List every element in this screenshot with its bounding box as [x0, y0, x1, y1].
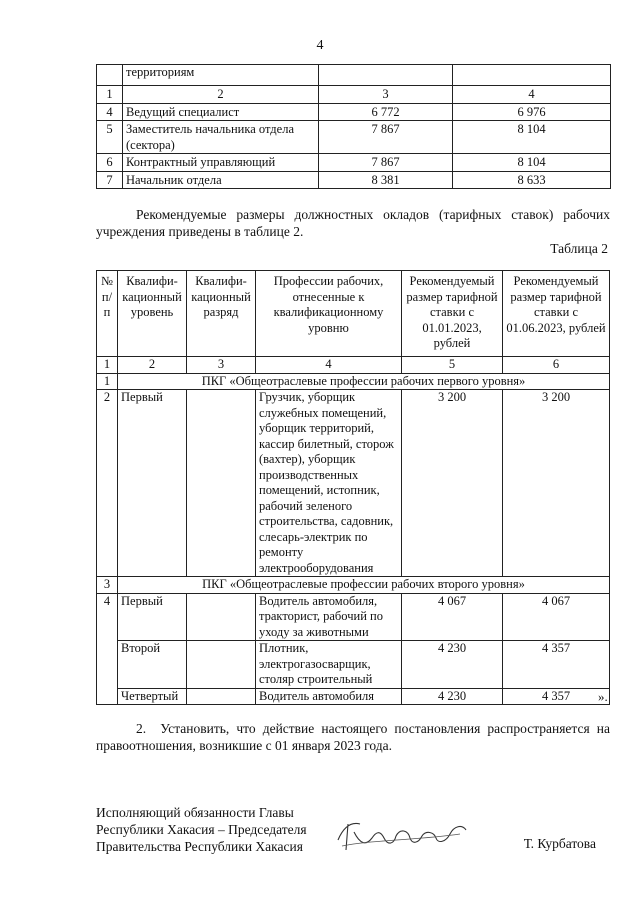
signatory-line: Правительства Республики Хакасия — [96, 839, 303, 854]
qual-grade — [187, 688, 256, 705]
qual-grade — [187, 593, 256, 641]
salary-value: 6 976 — [453, 103, 611, 121]
cell-empty — [319, 65, 453, 86]
col-number: 4 — [453, 86, 611, 104]
table-row — [97, 103, 611, 121]
group-row — [97, 577, 610, 594]
col-number: 1 — [97, 357, 118, 374]
handwritten-signature-icon — [330, 810, 480, 860]
clause-2: 2. Установить, что действие настоящего постановления распространяется на правоотношения, возникшие с 01 января 2023 года. — [96, 721, 614, 753]
header-qual-level: Квалифи-кационный уровень — [118, 271, 187, 357]
table-row — [97, 121, 611, 154]
row-number: 3 — [97, 577, 118, 594]
signatory-title — [96, 804, 307, 855]
rate-jun: 4 357 — [503, 688, 610, 705]
professions: Грузчик, уборщик служебных помещений, уборщик территорий, кассир билетный, сторож (вахтер), уборщик производственных помещений, истопник, рабочий зеленого строительства, садовник, слесарь-электрик по ремонту электрооборудования — [256, 390, 402, 577]
cell-empty — [97, 65, 123, 86]
salary-value: 8 381 — [319, 171, 453, 189]
header-rate-jun: Рекомендуемый размер тарифной ставки с 01.06.2023, рублей — [503, 271, 610, 357]
rate-jun: 4 357 — [503, 641, 610, 689]
row-number: 2 — [97, 390, 118, 577]
col-number: 2 — [118, 357, 187, 374]
qual-level: Четвертый — [118, 688, 187, 705]
rate-jun: 4 067 — [503, 593, 610, 641]
table-row — [97, 171, 611, 189]
row-number: 5 — [97, 121, 123, 154]
salary-table-continued — [96, 64, 611, 189]
col-number: 2 — [123, 86, 319, 104]
row-number: 1 — [97, 373, 118, 390]
position-title: Начальник отдела — [123, 171, 319, 189]
table2-caption: Таблица 2 — [550, 241, 608, 256]
rate-jun: 3 200 — [503, 390, 610, 577]
header-num: № п/п — [97, 271, 118, 357]
col-number: 6 — [503, 357, 610, 374]
page-number: 4 — [316, 38, 324, 53]
qual-level: Первый — [118, 593, 187, 641]
qual-grade — [187, 390, 256, 577]
professions: Плотник, электрогазосварщик, столяр строительный — [256, 641, 402, 689]
salary-value: 7 867 — [319, 121, 453, 154]
group-title: ПКГ «Общеотраслевые профессии рабочих первого уровня» — [118, 373, 610, 390]
salary-value: 8 633 — [453, 171, 611, 189]
salary-value: 7 867 — [319, 154, 453, 172]
salary-value: 8 104 — [453, 121, 611, 154]
col-number: 3 — [187, 357, 256, 374]
quote-end: ». — [598, 689, 608, 704]
table-row — [97, 154, 611, 172]
position-title: Контрактный управляющий — [123, 154, 319, 172]
position-title: Заместитель начальника отдела (сектора) — [123, 121, 319, 154]
col-number: 1 — [97, 86, 123, 104]
row-number: 6 — [97, 154, 123, 172]
rate-jan: 3 200 — [402, 390, 503, 577]
col-number: 4 — [256, 357, 402, 374]
signer-name: Т. Курбатова — [523, 836, 596, 851]
table-row — [97, 593, 610, 641]
rate-jan: 4 067 — [402, 593, 503, 641]
worker-rates-table — [96, 270, 610, 705]
header-professions: Профессии рабочих, отнесенные к квалификационному уровню — [256, 271, 402, 357]
cell-empty — [453, 65, 611, 86]
rate-jan: 4 230 — [402, 641, 503, 689]
row-number: 4 — [97, 103, 123, 121]
header-rate-jan: Рекомендуемый размер тарифной ставки с 01.01.2023, рублей — [402, 271, 503, 357]
group-title: ПКГ «Общеотраслевые профессии рабочих второго уровня» — [118, 577, 610, 594]
row-number: 4 — [97, 593, 118, 705]
continued-cell: территориям — [123, 65, 319, 86]
professions: Водитель автомобиля, тракторист, рабочий по уходу за животными — [256, 593, 402, 641]
qual-grade — [187, 641, 256, 689]
signatory-line: Исполняющий обязанности Главы — [96, 805, 294, 820]
qual-level: Первый — [118, 390, 187, 577]
table-row — [97, 688, 610, 705]
professions: Водитель автомобиля — [256, 688, 402, 705]
rate-jan: 4 230 — [402, 688, 503, 705]
group-row — [97, 373, 610, 390]
col-number: 3 — [319, 86, 453, 104]
table-row — [97, 390, 610, 577]
table-row — [97, 641, 610, 689]
qual-level: Второй — [118, 641, 187, 689]
row-number: 7 — [97, 171, 123, 189]
intro-paragraph: Рекомендуемые размеры должностных окладов (тарифных ставок) рабочих учреждения приведены в таблице 2. — [96, 207, 610, 239]
signatory-line: Республики Хакасия – Председателя — [96, 822, 307, 837]
salary-value: 8 104 — [453, 154, 611, 172]
header-qual-grade: Квалифи-кационный разряд — [187, 271, 256, 357]
col-number: 5 — [402, 357, 503, 374]
position-title: Ведущий специалист — [123, 103, 319, 121]
salary-value: 6 772 — [319, 103, 453, 121]
